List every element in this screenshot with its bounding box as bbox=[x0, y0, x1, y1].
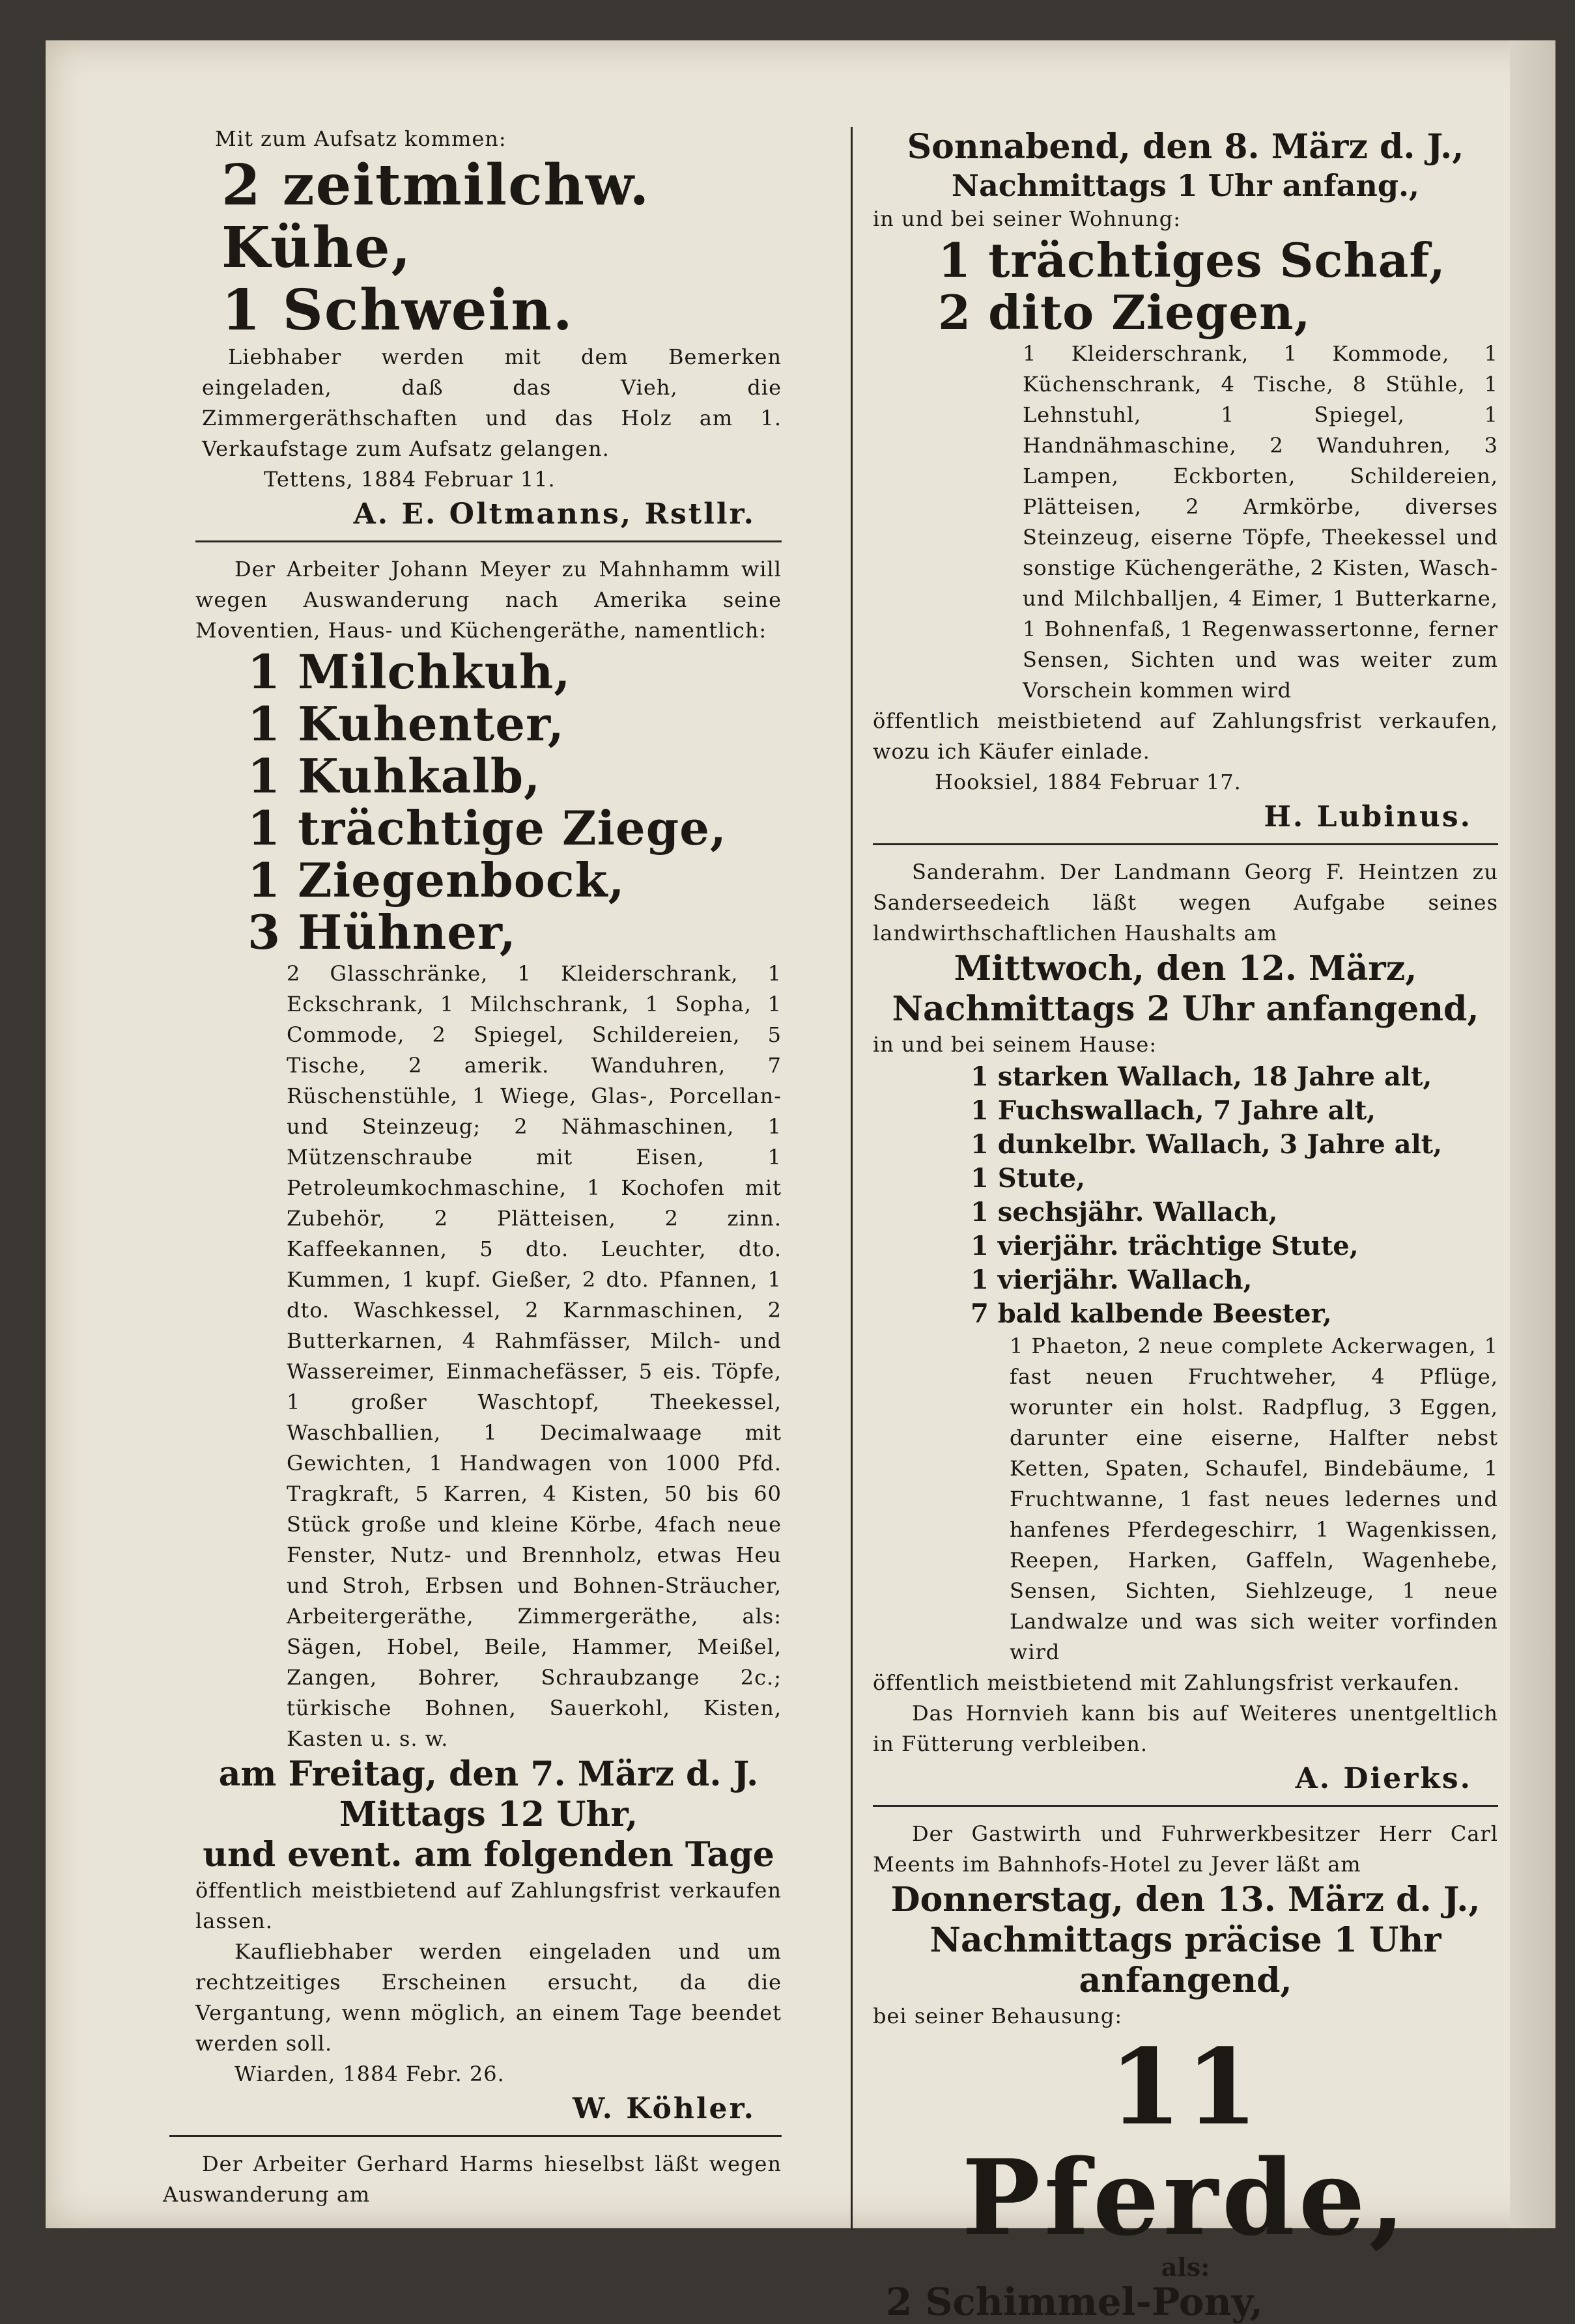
horse-item: 1 vierjähr. trächtige Stute, bbox=[971, 1231, 1359, 1261]
ad-location: in und bei seinem Hause: bbox=[873, 1032, 1157, 1057]
ad-headline: 2 Schimmel-Pony, bbox=[886, 2280, 1263, 2324]
column-divider bbox=[851, 127, 853, 2230]
ad-signature: A. Dierks. bbox=[1295, 1762, 1472, 1795]
ad-intro: Der Gastwirth und Fuhrwerkbesitzer Herr Carl Meents im Bahnhofs-Hotel zu Jever läßt am bbox=[873, 1821, 1498, 1877]
ad-oltmanns bbox=[143, 124, 808, 534]
horse-item: 1 starken Wallach, 18 Jahre alt, bbox=[971, 1061, 1432, 1092]
animal-item: 1 Kuhkalb, bbox=[248, 748, 541, 804]
ad-dierks bbox=[873, 857, 1511, 1799]
ad-body: Liebhaber werden mit dem Bemerken eingeladen, daß das Vieh, die Zimmergeräthschaften und das Holz am 1. Verkaufstage zum Aufsatz gelangen. bbox=[202, 344, 782, 461]
animal-item: 3 Hühner, bbox=[248, 904, 517, 960]
ad-separator bbox=[873, 843, 1498, 845]
ad-intro: Sanderahm. Der Landmann Georg F. Heintzen zu Sanderseedeich läßt wegen Aufgabe seines landwirthschaftlichen Haushalts am bbox=[873, 860, 1498, 945]
ad-date: Mittwoch, den 12. März, bbox=[954, 949, 1417, 988]
ad-signature: W. Köhler. bbox=[573, 2092, 756, 2125]
ad-item-list: 2 Glasschränke, 1 Kleiderschrank, 1 Eckschrank, 1 Milchschrank, 1 Sopha, 1 Commode, 2 Spiegel, Schildereien, 5 Tische, 2 amerik. Wanduhren, 7 Rüschenstühle, 1 Wiege, Glas-, Porcellan- und Steinzeug; 2 Nähmaschinen, 1 Mützenschraube mit Eisen, 1 Petroleumkochmaschine, 1 Kochofen mit Zubehör, 2 Plätteisen, 2 zinn. Kaffeekannen, 5 dto. Leuchter, dto. Kummen, 1 kupf. Gießer, 2 dto. Pfannen, 1 dto. Waschkessel, 2 Karnmaschinen, 2 Butterkarnen, 4 Rahmfässer, Milch- und Wassereimer, Einmachefässer, 5 eis. Töpfe, 1 großer Waschtopf, Theekessel, Waschballien, 1 Decimalwaage mit Gewichten, 1 Handwagen von 1000 Pfd. Tragkraft, 5 Karren, 4 Kisten, 50 bis 60 Stück große und kleine Körbe, 4fach neue Fenster, Nutz- und Brennholz, etwas Heu und Stroh, Erbsen und Bohnen-Sträucher, Arbeitergeräthe, Zimmergeräthe, als: Sägen, Hobel, Beile, Hammer, Meißel, Zangen, Bohrer, Schraubzange 2c.; türkische Bohnen, Sauerkohl, Kisten, Kasten u. s. w. bbox=[287, 961, 782, 1751]
ad-item-list: 1 Phaeton, 2 neue complete Ackerwagen, 1 fast neuen Fruchtweher, 4 Pflüge, worunter ein holst. Radpflug, 3 Eggen, darunter eine eiserne, Halfter nebst Ketten, Spaten, Schaufel, Bindebäume, 1 Fruchtwanne, 1 fast neues ledernes und hanfenes Pferdegeschirr, 1 Wagenkissen, Reepen, Harken, Gaffeln, Wagenhebe, Sensen, Sichten, Siehlzeuge, 1 neue Landwalze und was sich weiter vorfinden wird bbox=[1010, 1334, 1498, 1664]
horse-item: 1 Stute, bbox=[971, 1163, 1086, 1194]
ad-place-date: Tettens, 1884 Februar 11. bbox=[264, 467, 556, 492]
ad-intro: Der Arbeiter Gerhard Harms hieselbst läßt wegen Auswanderung am bbox=[163, 2151, 782, 2207]
ad-separator bbox=[873, 1805, 1498, 1807]
ad-harms bbox=[143, 2149, 808, 2210]
ad-item-list: 1 Kleiderschrank, 1 Kommode, 1 Küchenschrank, 4 Tische, 8 Stühle, 1 Lehnstuhl, 1 Spiegel, 1 Handnähmaschine, 2 Wanduhren, 3 Lampen, Eckborten, Schildereien, Plätteisen, 2 Armkörbe, diverses Steinzeug, eiserne Töpfe, Theekessel und sonstige Küchengeräthe, 2 Kisten, Wasch- und Milchballjen, 4 Eimer, 1 Butterkarne, 1 Bohnenfaß, 1 Regenwassertonne, ferner Sensen, Sichten und was weiter zum Vorschein kommen wird bbox=[1023, 341, 1498, 703]
horse-item: 1 Fuchswallach, 7 Jahre alt, bbox=[971, 1095, 1376, 1126]
ad-note: Das Hornvieh kann bis auf Weiteres unentgeltlich in Fütterung verbleiben. bbox=[873, 1701, 1498, 1756]
ad-sale-terms: öffentlich meistbietend mit Zahlungsfrist verkaufen. bbox=[873, 1670, 1460, 1695]
animal-item: 1 Milchkuh, bbox=[248, 644, 571, 699]
ad-time: Mittags 12 Uhr, bbox=[339, 1795, 638, 1834]
animal-item: 1 Kuhenter, bbox=[248, 696, 565, 751]
ad-sale-terms: öffentlich meistbietend auf Zahlungsfrist verkaufen lassen. bbox=[195, 1878, 782, 1933]
ad-note: Kaufliebhaber werden eingeladen und um rechtzeitiges Erscheinen ersucht, da die Vergantung, wenn möglich, an einem Tage beendet werden soll. bbox=[195, 1939, 782, 2056]
ad-time: Nachmittags präcise 1 Uhr anfangend, bbox=[929, 1920, 1441, 2000]
right-column bbox=[873, 127, 1511, 2322]
ad-date: Sonnabend, den 8. März d. J., bbox=[907, 127, 1464, 167]
ad-headline: 1 Schwein. bbox=[221, 277, 574, 343]
ad-als: als: bbox=[1161, 2252, 1210, 2282]
ad-lubinus bbox=[873, 127, 1511, 837]
ad-headline-large: 11 Pferde, bbox=[961, 2026, 1410, 2259]
ad-headline: 2 zeitmilchw. Kühe, bbox=[221, 152, 651, 281]
ad-location: in und bei seiner Wohnung: bbox=[873, 206, 1182, 231]
ad-date: Donnerstag, den 13. März d. J., bbox=[890, 1880, 1481, 1920]
horse-item: 1 vierjähr. Wallach, bbox=[971, 1265, 1253, 1295]
animal-item: 1 trächtige Ziege, bbox=[248, 800, 727, 856]
ad-separator bbox=[169, 2135, 782, 2137]
ad-meents bbox=[873, 1819, 1511, 2322]
ad-date: am Freitag, den 7. März d. J. bbox=[218, 1754, 759, 1794]
cattle-item: 7 bald kalbende Beester, bbox=[971, 1298, 1332, 1329]
left-column bbox=[143, 124, 808, 2210]
ad-koehler bbox=[143, 554, 808, 2129]
ad-intro: Mit zum Aufsatz kommen: bbox=[215, 126, 507, 151]
ad-time: Nachmittags 1 Uhr anfang., bbox=[951, 168, 1420, 203]
ad-intro: Der Arbeiter Johann Meyer zu Mahnhamm will wegen Auswanderung nach Amerika seine Moventien, Haus- und Küchengeräthe, namentlich: bbox=[195, 557, 782, 643]
ad-sale-terms: öffentlich meistbietend auf Zahlungsfrist verkaufen, wozu ich Käufer einlade. bbox=[873, 708, 1498, 764]
ad-signature: A. E. Oltmanns, Rstllr. bbox=[353, 497, 756, 531]
ad-signature: H. Lubinus. bbox=[1264, 800, 1472, 833]
ad-time: Nachmittags 2 Uhr anfangend, bbox=[892, 989, 1479, 1029]
ad-place-date: Hooksiel, 1884 Februar 17. bbox=[935, 770, 1242, 794]
animal-item: 1 Ziegenbock, bbox=[248, 852, 625, 908]
ad-separator bbox=[195, 540, 782, 542]
ad-location: bei seiner Behausung: bbox=[873, 2004, 1123, 2028]
horse-item: 1 dunkelbr. Wallach, 3 Jahre alt, bbox=[971, 1129, 1443, 1160]
horse-item: 1 sechsjähr. Wallach, bbox=[971, 1197, 1278, 1227]
ad-headline: 2 dito Ziegen, bbox=[938, 285, 1311, 340]
page-edge bbox=[1510, 40, 1555, 2228]
ad-date-alt: und event. am folgenden Tage bbox=[203, 1835, 774, 1875]
ad-headline: 1 trächtiges Schaf, bbox=[938, 232, 1446, 288]
ad-place-date: Wiarden, 1884 Febr. 26. bbox=[234, 2062, 505, 2086]
